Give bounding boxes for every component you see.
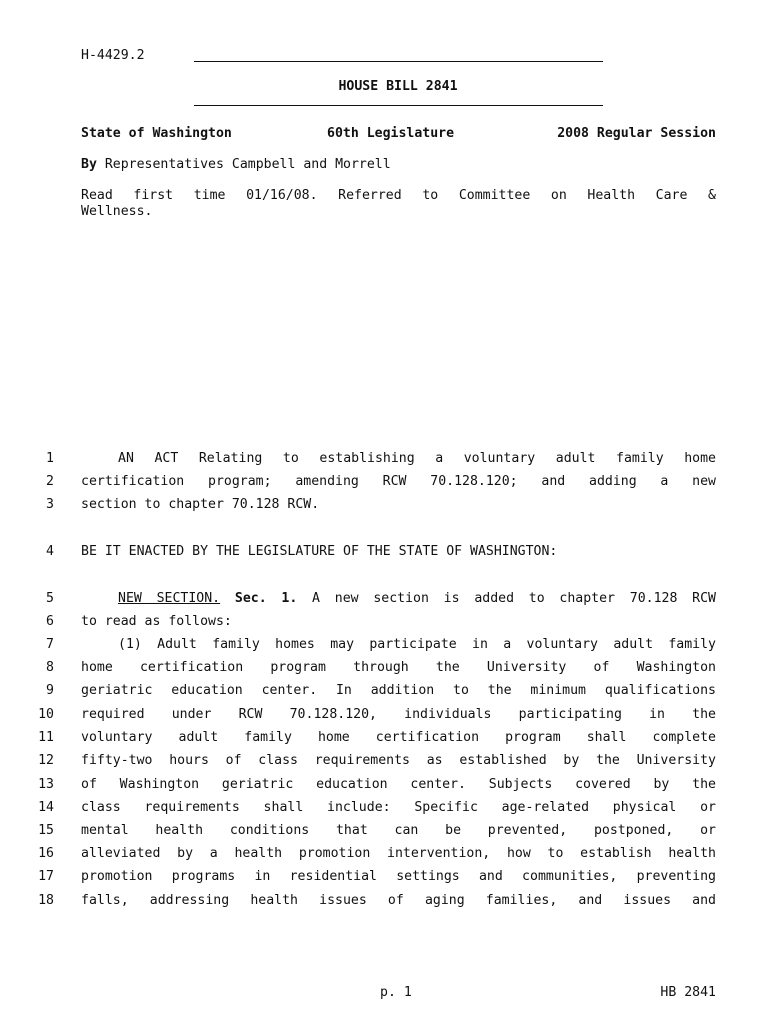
header-rule-top (194, 61, 603, 62)
body-line: alleviated by a health promotion intervention, how to establish health (81, 846, 716, 861)
line-number: 6 (46, 614, 54, 629)
body-line: required under RCW 70.128.120, individuals participating in the (81, 707, 716, 722)
body-line: AN ACT Relating to establishing a voluntary adult family home (118, 451, 716, 466)
body-line: certification program; amending RCW 70.128.120; and adding a new (81, 474, 716, 489)
line-number: 4 (46, 544, 54, 559)
enacting-clause: BE IT ENACTED BY THE LEGISLATURE OF THE STATE OF WASHINGTON: (81, 544, 558, 559)
sponsors: Representatives Campbell and Morrell (104, 157, 391, 172)
by-label: By (81, 157, 97, 172)
document-id: H-4429.2 (81, 48, 145, 63)
section-number: Sec. 1. (234, 591, 298, 606)
body-line: (1) Adult family homes may participate in a voluntary adult family (118, 637, 716, 652)
line-number: 9 (46, 683, 54, 698)
body-line: voluntary adult family home certification program shall complete (81, 730, 716, 745)
line-number: 7 (46, 637, 54, 652)
body-line: of Washington geriatric education center. Subjects covered by the (81, 777, 716, 792)
line-number: 2 (46, 474, 54, 489)
new-section-label: NEW SECTION. (118, 591, 221, 606)
bill-title: HOUSE BILL 2841 (338, 79, 458, 94)
line-number: 14 (38, 800, 54, 815)
read-first-time-continued: Wellness. (81, 204, 153, 219)
read-first-time-line: Read first time 01/16/08. Referred to Committee on Health Care & (81, 188, 716, 203)
line-number: 11 (38, 730, 54, 745)
line-number: 15 (38, 823, 54, 838)
body-line: to read as follows: (81, 614, 232, 629)
sponsor-line (81, 156, 391, 173)
body-line: fifty-two hours of class requirements as established by the University (81, 753, 716, 768)
line-number: 12 (38, 753, 54, 768)
session-label: 2008 Regular Session (557, 126, 716, 141)
header-rule-bottom (194, 105, 603, 106)
line-number: 3 (46, 497, 54, 512)
body-line: section to chapter 70.128 RCW. (81, 497, 320, 512)
line-number: 5 (46, 591, 54, 606)
legislature-label: 60th Legislature (327, 126, 455, 141)
line-number: 18 (38, 893, 54, 908)
body-line: falls, addressing health issues of aging families, and issues and (81, 893, 716, 908)
line-number: 16 (38, 846, 54, 861)
body-line: class requirements shall include: Specific age-related physical or (81, 800, 716, 815)
body-line: home certification program through the University of Washington (81, 660, 716, 675)
line-number: 1 (46, 451, 54, 466)
body-line: promotion programs in residential settings and communities, preventing (81, 869, 716, 884)
body-line: mental health conditions that can be prevented, postponed, or (81, 823, 716, 838)
body-line: geriatric education center. In addition to the minimum qualifications (81, 683, 716, 698)
line-number: 10 (38, 707, 54, 722)
state-label: State of Washington (81, 126, 232, 141)
line-number: 13 (38, 777, 54, 792)
section-heading-line: NEW SECTION. Sec. 1. A new section is added to chapter 70.128 RCW (118, 591, 716, 606)
footer-bill-number: HB 2841 (660, 985, 716, 1000)
line-number: 8 (46, 660, 54, 675)
page-number: p. 1 (380, 985, 412, 1000)
line-number: 17 (38, 869, 54, 884)
